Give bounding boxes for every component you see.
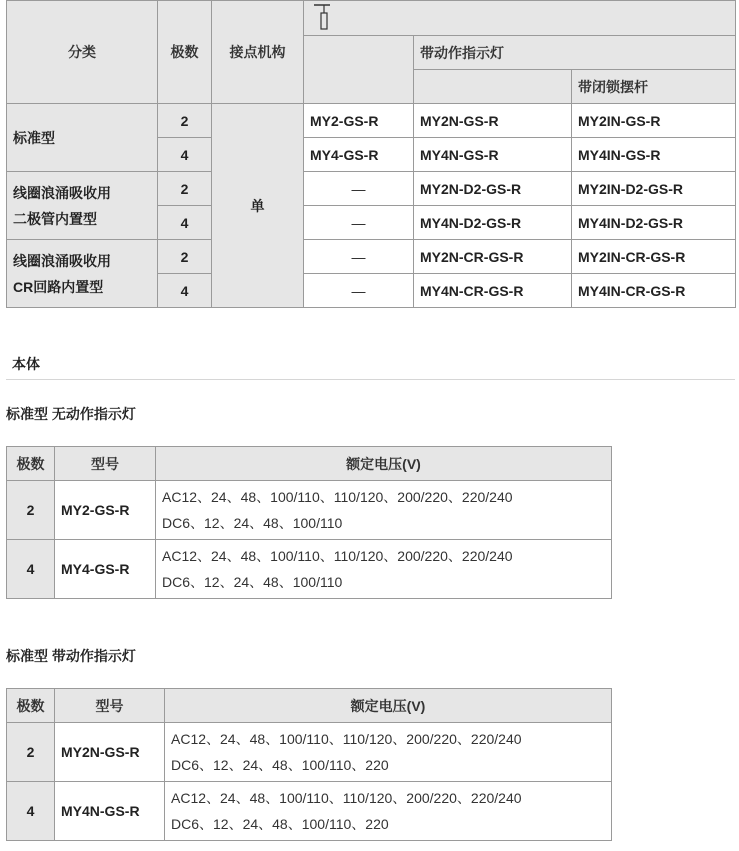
classification-table [6,0,736,308]
table-row [7,104,736,138]
category-diode: 线圈浪涌吸收用 二极管内置型 [7,172,158,240]
section-divider [6,379,735,380]
model-cell: MY2-GS-R [55,481,156,540]
voltage-table-no-indicator [6,446,612,599]
model-basic: — [304,274,414,308]
category-cr: 线圈浪涌吸收用 CR回路内置型 [7,240,158,308]
model-basic: — [304,240,414,274]
poles-cell: 4 [158,206,212,240]
model-indicator: MY4N-D2-GS-R [414,206,572,240]
table3-title: 标准型 带动作指示灯 [6,648,136,664]
model-lock: MY4IN-CR-GS-R [572,274,736,308]
header-empty [304,36,414,104]
header-poles: 极数 [7,689,55,723]
header-with-lock: 带闭锁摆杆 [572,70,736,104]
model-cell: MY2N-GS-R [55,723,165,782]
header-model: 型号 [55,447,156,481]
header-voltage: 额定电压(V) [165,689,612,723]
table-row [7,240,736,274]
header-model: 型号 [55,689,165,723]
poles-cell: 2 [158,172,212,206]
table-row [7,782,612,841]
model-lock: MY4IN-D2-GS-R [572,206,736,240]
header-contact: 接点机构 [212,1,304,104]
model-indicator: MY2N-CR-GS-R [414,240,572,274]
model-lock: MY2IN-CR-GS-R [572,240,736,274]
voltage-table-with-indicator [6,688,612,841]
header-poles: 极数 [7,447,55,481]
model-basic: — [304,172,414,206]
table-row [7,723,612,782]
model-basic: — [304,206,414,240]
section-title: 本体 [12,356,40,372]
voltage-cell: AC12、24、48、100/110、110/120、200/220、220/240 DC6、12、24、48、100/110 [156,481,612,540]
poles-cell: 4 [7,782,55,841]
table-row [7,540,612,599]
lever-icon [312,1,332,33]
poles-cell: 2 [158,104,212,138]
poles-cell: 4 [158,138,212,172]
header-lever-icon-cell [304,1,736,36]
table2-title: 标准型 无动作指示灯 [6,406,136,422]
table-row [7,172,736,206]
header-empty-2 [414,70,572,104]
poles-cell: 2 [7,723,55,782]
header-poles: 极数 [158,1,212,104]
poles-cell: 4 [158,274,212,308]
header-with-indicator: 带动作指示灯 [414,36,736,70]
model-indicator: MY4N-CR-GS-R [414,274,572,308]
header-voltage: 额定电压(V) [156,447,612,481]
model-indicator: MY2N-GS-R [414,104,572,138]
poles-cell: 2 [7,481,55,540]
voltage-cell: AC12、24、48、100/110、110/120、200/220、220/240 DC6、12、24、48、100/110 [156,540,612,599]
voltage-cell: AC12、24、48、100/110、110/120、200/220、220/240 DC6、12、24、48、100/110、220 [165,723,612,782]
model-indicator: MY2N-D2-GS-R [414,172,572,206]
poles-cell: 4 [7,540,55,599]
table-row [7,481,612,540]
model-lock: MY2IN-GS-R [572,104,736,138]
category-standard: 标准型 [7,104,158,172]
contact-value: 单 [212,104,304,308]
model-lock: MY4IN-GS-R [572,138,736,172]
model-lock: MY2IN-D2-GS-R [572,172,736,206]
model-indicator: MY4N-GS-R [414,138,572,172]
voltage-cell: AC12、24、48、100/110、110/120、200/220、220/240 DC6、12、24、48、100/110、220 [165,782,612,841]
model-basic: MY2-GS-R [304,104,414,138]
header-category: 分类 [7,1,158,104]
model-cell: MY4-GS-R [55,540,156,599]
model-cell: MY4N-GS-R [55,782,165,841]
poles-cell: 2 [158,240,212,274]
model-basic: MY4-GS-R [304,138,414,172]
